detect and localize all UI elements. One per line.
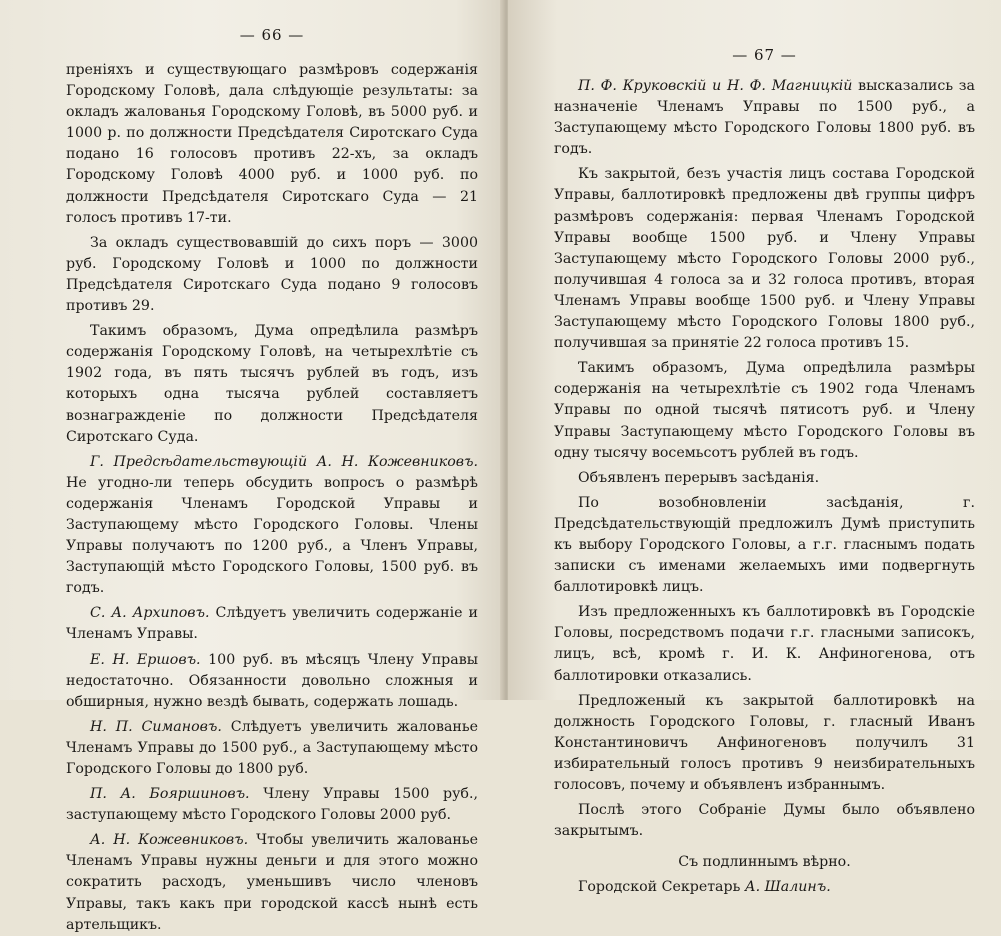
certification-line: Съ подлиннымъ вѣрно. [678, 854, 851, 871]
paragraph [554, 800, 975, 842]
page-number-left: — 66 — [239, 26, 305, 44]
speaker-name: Е. Н. Ершовъ. [90, 651, 201, 668]
speaker-name: Г. Предсѣдательствующій А. Н. Кожевниковъ. [90, 453, 478, 470]
paragraph-text: Къ закрытой, безъ участія лицъ состава Городской Управы, баллотировкѣ предложены двѣ группы цифръ размѣровъ содержанія: первая Членамъ Городской Управы вообще 1500 руб. и Члену Управы Заступающему мѣсто Городского Головы 2000 руб., получившая 4 голоса за и 32 голоса противъ, вторая Членамъ Управы вообще 1500 руб. и Члену Управы Заступающему мѣсто Городского Головы 1800 руб., получившая за принятіе 22 голоса противъ 15. [554, 166, 975, 352]
paragraph [554, 468, 975, 489]
paragraph [66, 60, 478, 229]
signature-line [554, 877, 975, 898]
speech-paragraph [66, 717, 478, 780]
paragraph-text: Слѣдуетъ увеличить жалованье Членамъ Управы до 1500 руб., а Заступающему мѣсто Городского Головы до 1800 руб. [66, 718, 478, 777]
paragraph-text: Слѣдуетъ увеличить содержаніе и Членамъ Управы. [66, 605, 478, 643]
paragraph-text: преніяхъ и существующаго размѣровъ содержанія Городскому Головѣ, дала слѣдующіе результаты: за окладъ жалованья Городскому Головѣ, въ 5000 руб. и 1000 р. по должности Предсѣдателя Сиротскаго Суда подано 16 голосовъ противъ 22-хъ, за окладъ Городскому Головѣ 4000 руб. и 1000 руб. по должности Предсѣдателя Сиротскаго Суда — 21 голосъ противъ 17-ти. [66, 62, 478, 226]
signature-role: Городской Секретарь [578, 879, 741, 896]
paragraph-text: 100 руб. въ мѣсяцъ Члену Управы недостаточно. Обязанности довольно сложныя и обширныя, нужно вездѣ бывать, содержать лошадь. [66, 651, 478, 710]
paragraph-text: Такимъ образомъ, Дума опредѣлила размѣры содержанія на четырехлѣтіе съ 1902 года Членамъ Управы по одной тысячѣ пятисотъ руб. и Члену Управы Заступающему мѣсто Городского Головы въ одну тысячу восемьсотъ рублей въ годъ. [554, 360, 975, 461]
paragraph-text: За окладъ существовавшій до сихъ поръ — 3000 руб. Городскому Головѣ и 1000 по должности Предсѣдателя Сиротскаго Суда подано 9 голосовъ противъ 29. [66, 234, 478, 315]
right-page-body [554, 76, 975, 898]
paragraph-text: Послѣ этого Собраніе Думы было объявлено закрытымъ. [554, 802, 975, 840]
paragraph-text: Члену Управы 1500 руб., заступающему мѣсто Городского Головы 2000 руб. [66, 786, 478, 824]
paragraph [554, 691, 975, 796]
speaker-name: П. Ф. Круковскій и Н. Ф. Магницкій [578, 78, 853, 94]
paragraph-text: высказались за назначеніе Членамъ Управы по 1500 руб., а Заступающему мѣсто Городского Головы 1800 руб. въ годъ. [554, 78, 976, 158]
paragraph [554, 602, 975, 686]
paragraph [66, 233, 478, 317]
left-page-body [66, 60, 478, 936]
paragraph [66, 321, 478, 448]
speech-paragraph [66, 650, 478, 713]
speech-paragraph [66, 603, 478, 645]
speaker-name: Н. П. Симановъ. [90, 718, 222, 735]
speaker-name: П. А. Бояршиновъ. [90, 786, 250, 803]
paragraph-text: По возобновленіи засѣданія, г. Предсѣдательствующій предложилъ Думѣ приступить къ выбору Городского Головы, а г.г. гласнымъ подать записки съ именами желаемыхъ ими подвергнуть баллотировкѣ лицъ. [554, 494, 975, 596]
speaker-name: С. А. Архиповъ. [90, 605, 210, 622]
paragraph-text: Чтобы увеличить жалованье Членамъ Управы нужны деньги и для этого можно сократить расходъ, уменьшивъ число членовъ Управы, такъ какъ при городской кассѣ нынѣ есть артельщикъ. [66, 832, 479, 933]
paragraph-text: Не угодно-ли теперь обсудить вопросъ о размѣрѣ содержанія Членамъ Городской Управы и Заступающему мѣсто Городского Головы. Члены Управы получаютъ по 1200 руб., а Членъ Управы, Заступающій мѣсто Городского Головы, 1500 руб. въ годъ. [66, 474, 478, 597]
paragraph [554, 493, 975, 598]
signature-name: А. Шалинъ. [744, 879, 831, 896]
speaker-name: А. Н. Кожевниковъ. [90, 832, 249, 849]
speech-paragraph [66, 784, 478, 826]
paragraph [554, 164, 975, 354]
page-number-right: — 67 — [732, 46, 797, 64]
right-page [508, 0, 1001, 896]
paragraph-text: Такимъ образомъ, Дума опредѣлила размѣръ содержанія Городскому Головѣ, на четырехлѣтіе съ 1902 года, въ пять тысячъ рублей въ годъ, изъ которыхъ одна тысяча рублей составляетъ вознагражденіе по должности Предсѣдателя Сиротскаго Суда. [66, 323, 478, 445]
paragraph-text: Предложеный къ закрытой баллотировкѣ на должность Городского Головы, г. гласный Иванъ Константиновичъ Анфиногеновъ получилъ 31 избирательный голосъ противъ 9 неизбирательныхъ голосовъ, почему и объявленъ избраннымъ. [554, 692, 975, 793]
speech-paragraph [66, 830, 478, 935]
speech-paragraph [66, 452, 478, 600]
paragraph [554, 358, 975, 463]
speech-paragraph [554, 76, 975, 160]
paragraph-text: Объявленъ перерывъ засѣданія. [578, 469, 820, 486]
paragraph-text: Изъ предложенныхъ къ баллотировкѣ въ Городскіе Головы, посредствомъ подачи г.г. гласными записокъ, лицъ, всѣ, кромѣ г. И. К. Анфиногенова, отъ баллотировки отказались. [554, 604, 975, 684]
